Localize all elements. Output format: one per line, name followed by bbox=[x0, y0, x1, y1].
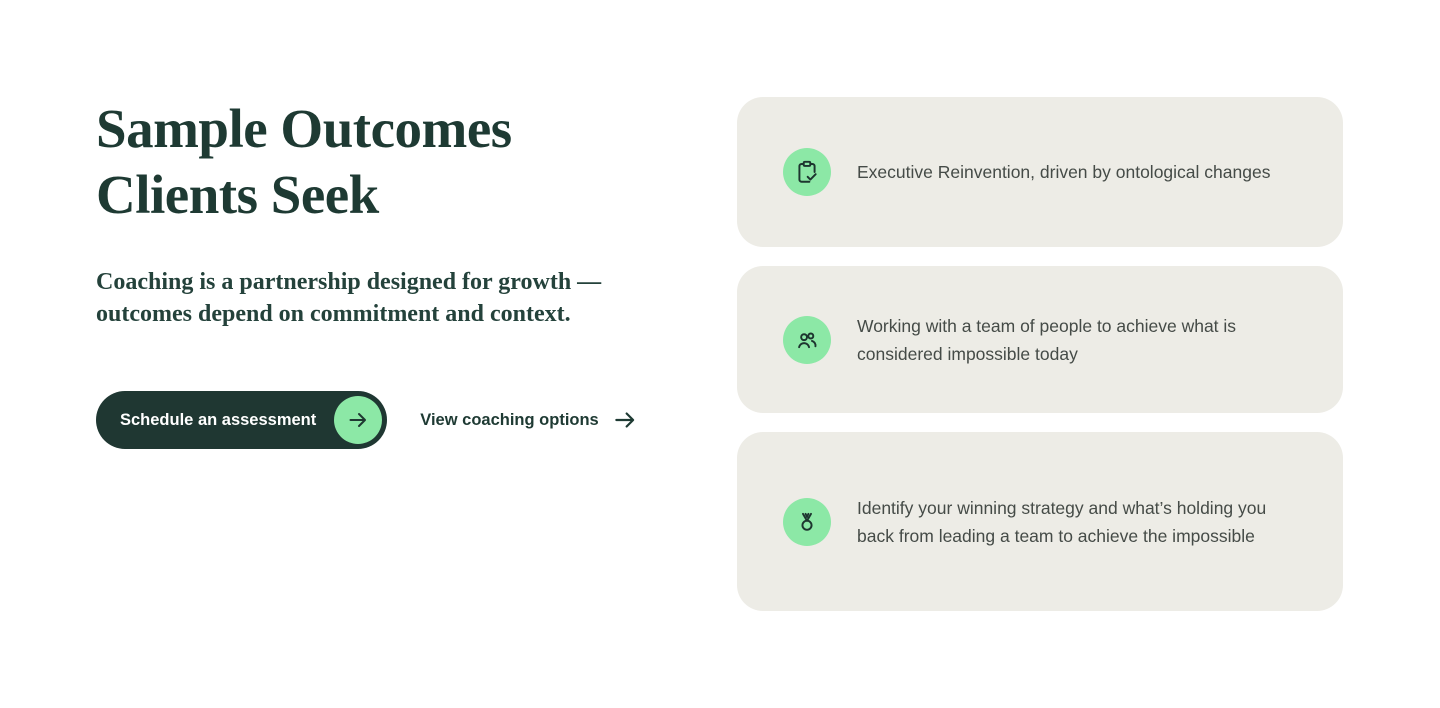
outcome-card-text: Identify your winning strategy and what’s holding you back from leading a team to achieve the impossible bbox=[857, 497, 1267, 546]
outcome-card bbox=[737, 432, 1343, 611]
clipboard-check-icon bbox=[783, 148, 831, 196]
hero-subtitle-line1: Coaching is a partnership designed for growth — bbox=[96, 269, 602, 295]
hero-subtitle bbox=[96, 266, 656, 330]
cta-row bbox=[96, 391, 638, 449]
schedule-assessment-button[interactable] bbox=[96, 391, 387, 449]
arrow-right-icon bbox=[612, 407, 638, 433]
page-title bbox=[96, 96, 656, 228]
outcome-cards-list bbox=[737, 97, 1343, 611]
schedule-assessment-label: Schedule an assessment bbox=[120, 410, 317, 429]
outcome-card-text: Executive Reinvention, driven by ontological changes bbox=[857, 162, 1271, 182]
hero-text-block bbox=[96, 96, 656, 330]
outcome-card bbox=[737, 266, 1343, 413]
arrow-right-icon bbox=[346, 408, 370, 432]
medal-icon bbox=[783, 498, 831, 546]
outcome-card bbox=[737, 97, 1343, 247]
outcome-card-text: Working with a team of people to achieve what is considered impossible today bbox=[857, 315, 1237, 364]
arrow-circle bbox=[334, 396, 382, 444]
hero-subtitle-line2: outcomes depend on commitment and context. bbox=[96, 301, 571, 327]
users-icon bbox=[783, 316, 831, 364]
view-coaching-options-link[interactable] bbox=[420, 407, 637, 433]
page-title-line1: Sample Outcomes bbox=[96, 98, 512, 159]
view-coaching-options-label: View coaching options bbox=[420, 410, 599, 429]
page-title-line2: Clients Seek bbox=[96, 164, 379, 225]
